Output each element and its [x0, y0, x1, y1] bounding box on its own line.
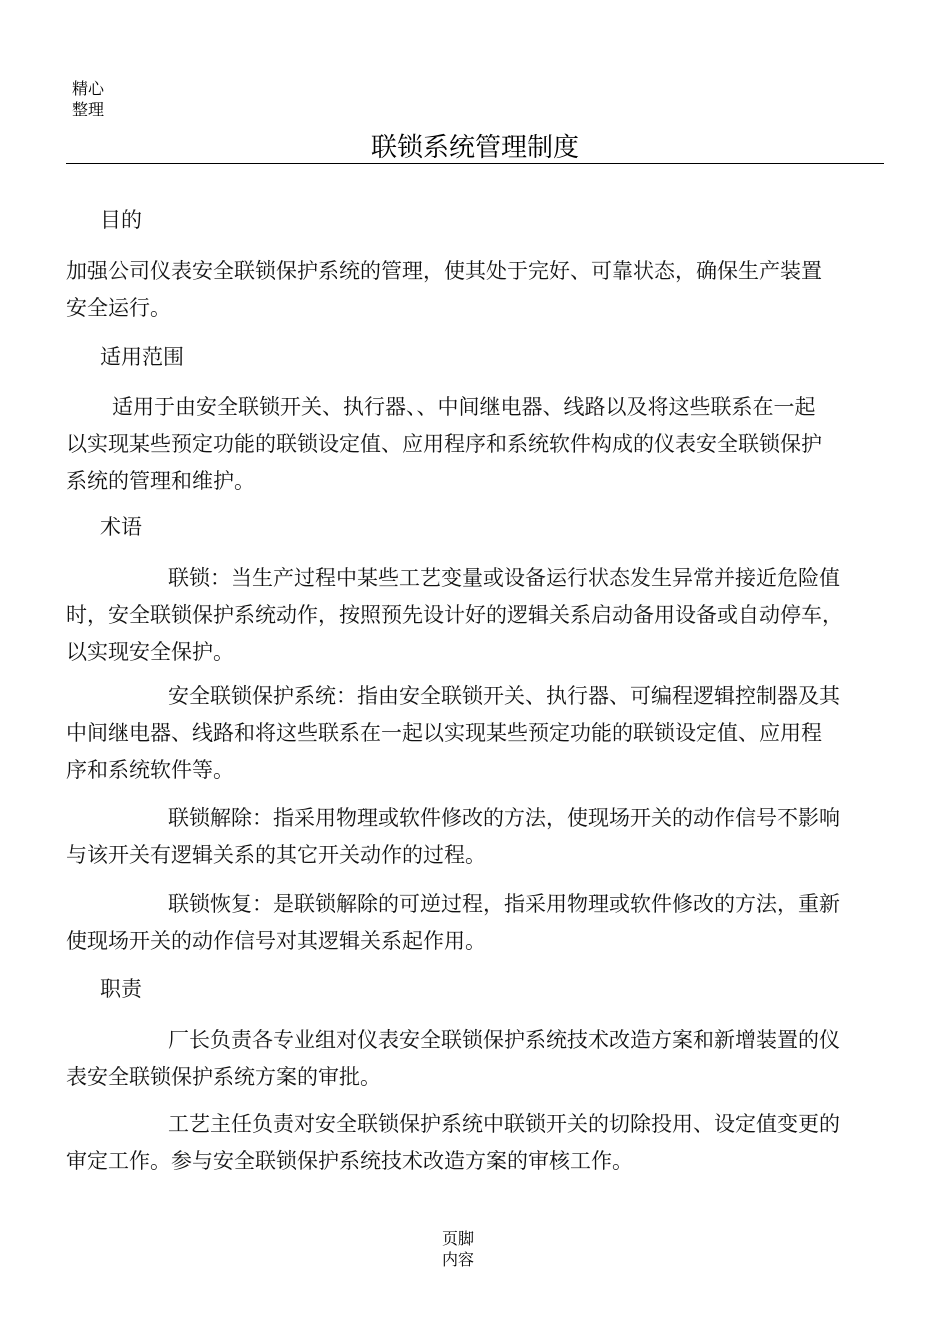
- text-line: 加强公司仪表安全联锁保护系统的管理，使其处于完好、可靠状态，确保生产装置: [66, 259, 822, 283]
- text-line: 序和系统软件等。: [66, 758, 234, 782]
- text-line: 表安全联锁保护系统方案的审批。: [66, 1065, 381, 1089]
- text-line: 系统的管理和维护。: [66, 469, 255, 493]
- title-underline: [66, 163, 884, 164]
- text-line: 中间继电器、线路和将这些联系在一起以实现某些预定功能的联锁设定值、应用程: [66, 721, 822, 745]
- text-line: 审定工作。参与安全联锁保护系统技术改造方案的审核工作。: [66, 1149, 633, 1173]
- text-line: 适用于由安全联锁开关、执行器、、中间继电器、线路以及将这些联系在一起: [112, 395, 816, 419]
- paragraph-duty-director: [66, 1022, 886, 1096]
- paragraph-term-restore: [66, 886, 886, 960]
- section-heading-terms: 术语: [100, 515, 142, 539]
- paragraph-term-release: [66, 800, 886, 874]
- text-line: 安全联锁保护系统：指由安全联锁开关、执行器、可编程逻辑控制器及其: [168, 684, 840, 708]
- paragraph-term-interlock: [66, 560, 886, 671]
- header-note: [72, 78, 104, 120]
- text-line: 联锁：当生产过程中某些工艺变量或设备运行状态发生异常并接近危险值: [168, 566, 840, 590]
- paragraph-purpose: [66, 253, 886, 327]
- text-line: 与该开关有逻辑关系的其它开关动作的过程。: [66, 843, 486, 867]
- text-line: 联锁恢复：是联锁解除的可逆过程，指采用物理或软件修改的方法，重新: [168, 892, 840, 916]
- section-heading-purpose: 目的: [100, 208, 142, 232]
- section-heading-duties: 职责: [100, 977, 142, 1001]
- text-line: 厂长负责各专业组对仪表安全联锁保护系统技术改造方案和新增装置的仪: [168, 1028, 840, 1052]
- footer-line-1: 页脚: [442, 1229, 475, 1248]
- text-line: 工艺主任负责对安全联锁保护系统中联锁开关的切除投用、设定值变更的: [168, 1112, 840, 1136]
- paragraph-duty-process-head: [66, 1106, 886, 1180]
- footer-note: [442, 1228, 474, 1270]
- footer-line-2: 内容: [442, 1250, 475, 1269]
- text-line: 以实现安全保护。: [66, 640, 234, 664]
- text-line: 以实现某些预定功能的联锁设定值、应用程序和系统软件构成的仪表安全联锁保护: [66, 432, 822, 456]
- text-line: 联锁解除：指采用物理或软件修改的方法，使现场开关的动作信号不影响: [168, 806, 840, 830]
- header-line-2: 整理: [72, 100, 105, 119]
- text-line: 安全运行。: [66, 296, 171, 320]
- paragraph-scope: [66, 389, 886, 500]
- header-line-1: 精心: [72, 79, 105, 98]
- paragraph-term-safety-system: [66, 678, 886, 789]
- text-line: 使现场开关的动作信号对其逻辑关系起作用。: [66, 929, 486, 953]
- text-line: 时，安全联锁保护系统动作，按照预先设计好的逻辑关系启动备用设备或自动停车，: [66, 603, 843, 627]
- document-title: 联锁系统管理制度: [370, 133, 579, 163]
- section-heading-scope: 适用范围: [100, 345, 184, 369]
